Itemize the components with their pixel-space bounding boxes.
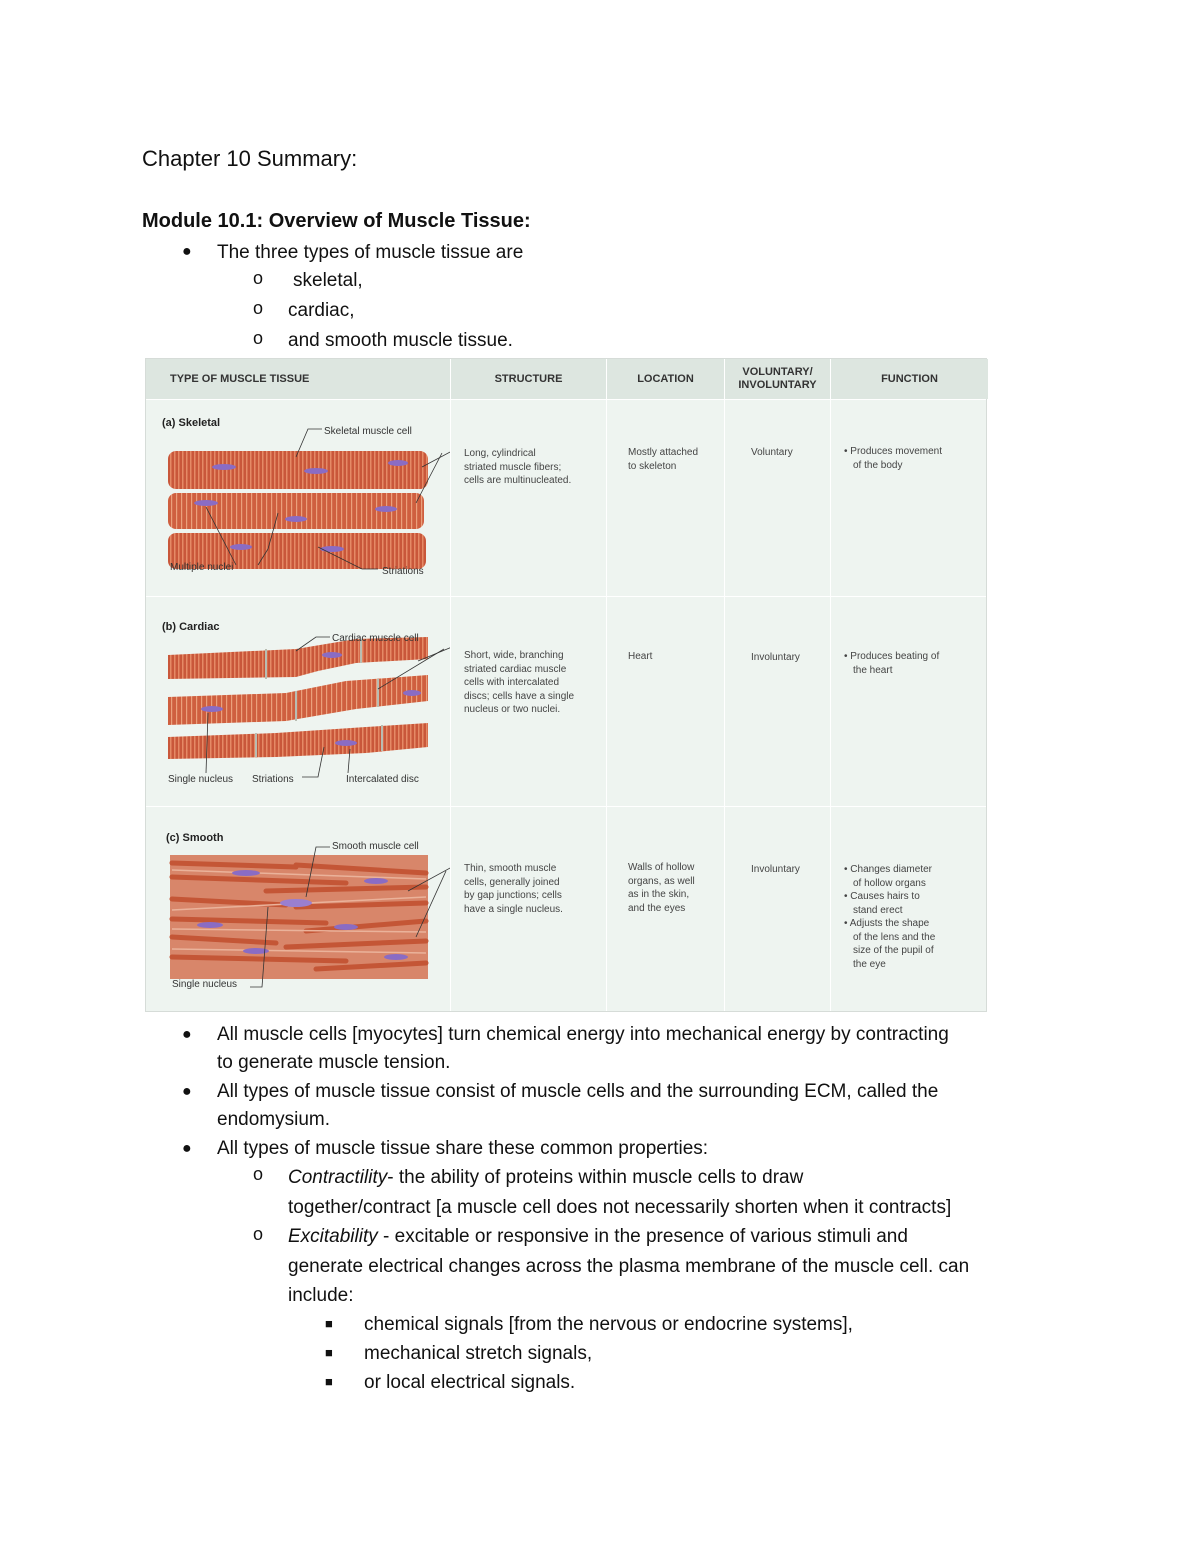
header-function: FUNCTION	[831, 359, 988, 399]
smooth-location-line: Walls of hollow	[628, 862, 695, 873]
nucleus	[197, 922, 223, 928]
header-structure: STRUCTURE	[451, 359, 606, 399]
circle-bullet-icon: o	[253, 298, 264, 318]
circle-bullet-icon: o	[253, 1224, 264, 1244]
header-voluntary	[725, 359, 830, 399]
smooth-voluntary: Involuntary	[751, 864, 800, 875]
column-divider	[830, 359, 831, 1011]
cardiac-voluntary: Involuntary	[751, 652, 800, 663]
smooth-location	[628, 861, 695, 915]
point-ecm-line2: endomysium.	[217, 1109, 330, 1130]
skeletal-fiber	[168, 451, 428, 489]
skeletal-voluntary: Voluntary	[751, 447, 793, 458]
label-single-nucleus: Single nucleus	[168, 774, 234, 785]
row-label-cardiac: (b) Cardiac	[162, 621, 220, 633]
nucleus	[388, 460, 408, 466]
function-line: stand erect	[853, 904, 903, 916]
contractility-text: - the ability of proteins within muscle cells to draw	[387, 1167, 804, 1188]
function-line: Produces beating of	[850, 651, 940, 662]
bullet-icon: •	[844, 651, 851, 662]
function-item	[844, 650, 939, 664]
smooth-location-line: as in the skin,	[628, 889, 690, 900]
label-intercalated-disc: Intercalated disc	[346, 774, 419, 785]
cardiac-structure-line: discs; cells have a single	[464, 690, 575, 702]
function-line: of the body	[853, 459, 903, 471]
intro-lead: The three types of muscle tissue are	[217, 242, 524, 263]
skeletal-location	[628, 446, 698, 473]
row-label-smooth: (c) Smooth	[166, 832, 224, 844]
function-line: Causes hairs to	[850, 891, 920, 902]
nucleus	[384, 954, 408, 960]
excitability-text: - excitable or responsive in the presence of various stimuli and	[377, 1226, 908, 1247]
cardiac-structure-line: nucleus or two nuclei.	[464, 704, 561, 715]
function-item	[844, 890, 935, 904]
point-ecm-line1: All types of muscle tissue consist of muscle cells and the surrounding ECM, called the	[217, 1081, 939, 1102]
label-cardiac-cell: Cardiac muscle cell	[332, 633, 419, 644]
smooth-structure-line: by gap junctions; cells	[464, 890, 562, 901]
skeletal-structure-line: cells are multinucleated.	[464, 475, 572, 486]
circle-bullet-icon: o	[253, 1164, 264, 1184]
square-bullet-icon: ■	[325, 1316, 333, 1331]
nucleus	[322, 652, 342, 658]
type-skeletal: skeletal,	[293, 270, 363, 291]
bullet-icon: •	[844, 446, 851, 457]
contractility-line2: together/contract [a muscle cell does not necessarily shorten when it contracts]	[288, 1197, 952, 1218]
nucleus	[403, 690, 421, 696]
label-striations: Striations	[252, 774, 294, 785]
function-line: Changes diameter	[850, 864, 932, 875]
circle-bullet-icon: o	[253, 268, 264, 288]
contractility-line1	[288, 1163, 803, 1192]
module-heading: Module 10.1: Overview of Muscle Tissue:	[142, 210, 531, 232]
column-divider	[724, 359, 725, 1011]
smooth-structure-line: Thin, smooth muscle	[464, 863, 557, 874]
page-title: Chapter 10 Summary:	[142, 146, 358, 171]
nucleus	[375, 506, 397, 512]
skeletal-structure-line: striated muscle fibers;	[464, 461, 562, 473]
bullet-icon: ●	[182, 1140, 192, 1157]
excitability-line3: include:	[288, 1285, 354, 1306]
nucleus	[232, 870, 260, 876]
nucleus	[335, 740, 357, 746]
column-divider	[606, 359, 607, 1011]
excitability-line2: generate electrical changes across the plasma membrane of the muscle cell. can	[288, 1256, 970, 1277]
header-voluntary-line1: VOLUNTARY/	[742, 366, 813, 378]
label-striations: Striations	[382, 566, 424, 577]
signal-electrical: or local electrical signals.	[364, 1372, 576, 1393]
function-line: of hollow organs	[853, 877, 926, 889]
nucleus	[320, 546, 344, 552]
skeletal-structure	[464, 447, 571, 488]
cardiac-structure-line: Short, wide, branching	[464, 650, 564, 661]
nucleus	[212, 464, 236, 470]
nucleus	[280, 899, 312, 907]
cardiac-structure-line: striated cardiac muscle	[464, 663, 567, 675]
smooth-function	[844, 863, 935, 971]
bullet-icon: •	[844, 918, 850, 929]
point-myocytes-line1: All muscle cells [myocytes] turn chemical energy into mechanical energy by contracting	[217, 1024, 949, 1045]
label-skeletal-cell: Skeletal muscle cell	[324, 426, 412, 437]
excitability-term: Excitability	[288, 1226, 378, 1247]
skeletal-location-line: to skeleton	[628, 460, 677, 472]
header-type: TYPE OF MUSCLE TISSUE	[146, 359, 450, 399]
cardiac-structure-line: cells with intercalated	[464, 677, 560, 688]
nucleus	[334, 924, 358, 930]
skeletal-structure-line: Long, cylindrical	[464, 448, 536, 459]
circle-bullet-icon: o	[253, 328, 264, 348]
function-line: of the lens and the	[853, 931, 936, 943]
point-properties: All types of muscle tissue share these common properties:	[217, 1138, 709, 1159]
excitability-line1	[288, 1222, 908, 1251]
type-cardiac: cardiac,	[288, 300, 355, 321]
function-item	[844, 863, 935, 877]
cardiac-function	[844, 650, 939, 677]
skeletal-function	[844, 445, 942, 472]
cardiac-structure	[464, 649, 574, 717]
bullet-icon: ●	[182, 1083, 192, 1100]
smooth-structure-line: cells, generally joined	[464, 876, 560, 888]
cardiac-location: Heart	[628, 651, 653, 662]
label-single-nucleus: Single nucleus	[172, 979, 238, 990]
label-smooth-cell: Smooth muscle cell	[332, 841, 419, 852]
smooth-location-line: and the eyes	[628, 902, 686, 914]
signal-chemical: chemical signals [from the nervous or endocrine systems],	[364, 1314, 853, 1335]
row-label-skeletal: (a) Skeletal	[162, 417, 221, 429]
square-bullet-icon: ■	[325, 1345, 333, 1360]
signal-mechanical: mechanical stretch signals,	[364, 1343, 593, 1364]
smooth-structure	[464, 862, 563, 916]
function-line: size of the pupil of	[853, 945, 934, 956]
function-item	[844, 917, 935, 931]
skeletal-location-line: Mostly attached	[628, 447, 699, 458]
bullet-icon: ●	[182, 243, 192, 260]
column-divider	[450, 359, 451, 1011]
nucleus	[194, 500, 218, 506]
muscle-tissue-table	[145, 358, 987, 1012]
function-line: the eye	[853, 958, 886, 970]
function-line: the heart	[853, 664, 893, 676]
nucleus	[285, 516, 307, 522]
nucleus	[364, 878, 388, 884]
function-line: Adjusts the shape	[849, 918, 930, 929]
bullet-icon: •	[844, 864, 851, 875]
smooth-location-line: organs, as well	[628, 875, 695, 887]
function-line: Produces movement	[850, 446, 942, 457]
type-smooth: and smooth muscle tissue.	[288, 330, 513, 351]
bullet-icon: •	[844, 891, 851, 902]
square-bullet-icon: ■	[325, 1374, 333, 1389]
nucleus	[230, 544, 252, 550]
point-myocytes-line2: to generate muscle tension.	[217, 1052, 451, 1073]
smooth-structure-line: have a single nucleus.	[464, 903, 563, 915]
label-multiple-nuclei: Multiple nuclei	[170, 562, 234, 573]
header-voluntary-line2: INVOLUNTARY	[738, 379, 817, 391]
function-item	[844, 445, 942, 459]
contractility-term: Contractility	[288, 1167, 388, 1188]
bullet-icon: ●	[182, 1026, 192, 1043]
header-location: LOCATION	[607, 359, 724, 399]
nucleus	[304, 468, 328, 474]
nucleus	[201, 706, 223, 712]
